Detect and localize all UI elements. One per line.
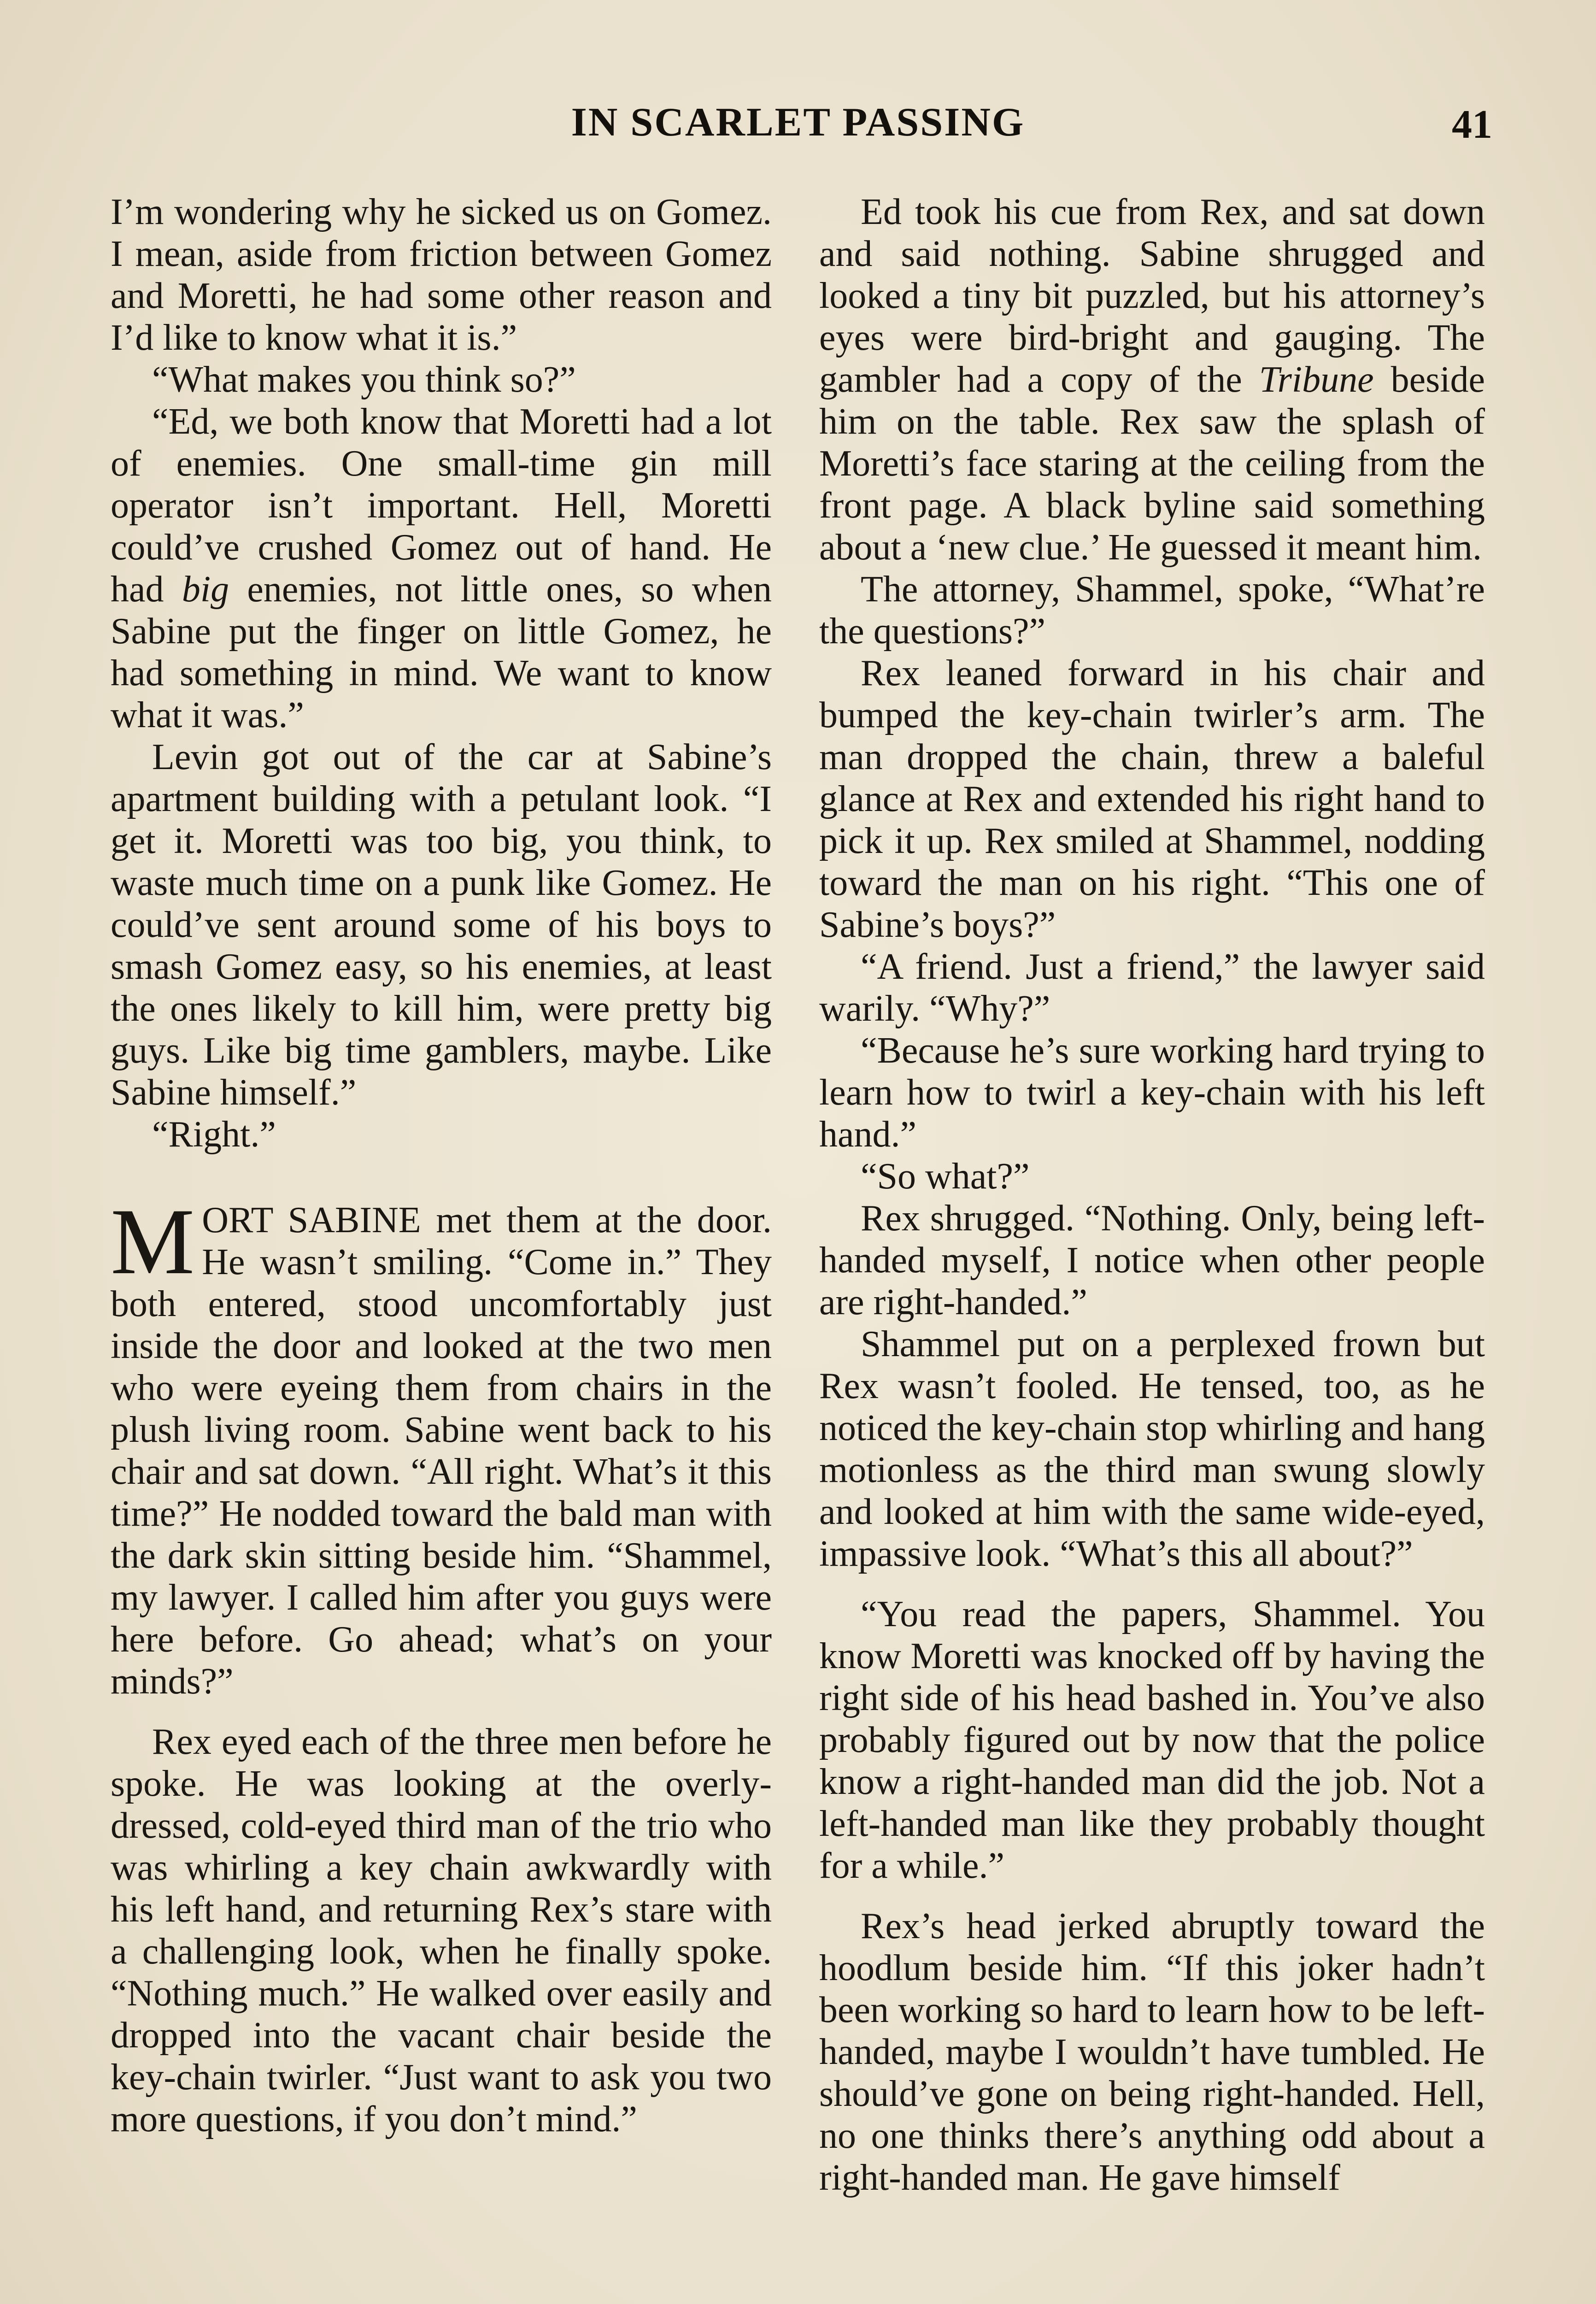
left-text-column xyxy=(111,191,772,2140)
paragraph: Rex’s head jerked abruptly toward the hoodlum beside him. “If this joker hadn’t been working so hard to learn how to be left-handed, maybe I wouldn’t have tumbled. He should’ve gone on being right-handed. Hell, no one thinks there’s anything odd about a right-handed man. He gave himself xyxy=(819,1906,1485,2198)
drop-cap: M xyxy=(111,1189,195,1294)
paragraph: “A friend. Just a friend,” the lawyer said warily. “Why?” xyxy=(819,946,1485,1029)
paragraph: “Because he’s sure working hard trying to learn how to twirl a key-chain with his left hand.” xyxy=(819,1030,1485,1155)
text-run: beside him on the table. Rex saw the splash of Moretti’s face staring at the ceiling from the front page. A black byline said something about a ‘new clue.’ He guessed it meant him. xyxy=(819,359,1485,568)
text-run: enemies, not little ones, so when Sabine put the finger on little Gomez, he had something in mind. We want to know what it was.” xyxy=(111,569,772,735)
text-run: “Ed, we both know that Moretti had a lot of enemies. One small-time gin mill operator isn’t important. Hell, Moretti could’ve crushed Gomez out of hand. He had xyxy=(111,401,772,610)
text-run: Ed took his cue from Rex, and sat down and said nothing. Sabine shrugged and looked a tiny bit puzzled, but his attorney’s eyes were bird-bright and gauging. The gambler had a copy of the xyxy=(819,192,1485,400)
paragraph: The attorney, Shammel, spoke, “What’re the questions?” xyxy=(819,569,1485,652)
running-header-title: IN SCARLET PASSING xyxy=(571,100,1025,145)
paragraph: “You read the papers, Shammel. You know Moretti was knocked off by having the right side of his head bashed in. You’ve also probably figured out by now that the police know a right-handed man did the job. Not a left-handed man like they probably thought for a while.” xyxy=(819,1594,1485,1886)
paragraph: Rex leaned forward in his chair and bumped the key-chain twirler’s arm. The man dropped the chain, threw a baleful glance at Rex and extended his right hand to pick it up. Rex smiled at Shammel, nodding toward the man on his right. “This one of Sabine’s boys?” xyxy=(819,653,1485,945)
italic-word: Tribune xyxy=(1259,359,1374,400)
section-opening-paragraph xyxy=(111,1189,772,1703)
paragraph: Rex shrugged. “Nothing. Only, being left-handed myself, I notice when other people are right-handed.” xyxy=(819,1198,1485,1322)
paragraph: “So what?” xyxy=(861,1156,1030,1197)
paragraph: “Right.” xyxy=(152,1114,276,1155)
paragraph xyxy=(819,191,1485,569)
paragraph: I’m wondering why he sicked us on Gomez. I mean, aside from friction between Gomez and Moretti, he had some other reason and I’d like to know what it is.” xyxy=(111,192,772,358)
page-number: 41 xyxy=(1452,102,1492,147)
paragraph: Shammel put on a perplexed frown but Rex wasn’t fooled. He tensed, too, as he noticed the key-chain stop whirling and hang motionless as the third man swung slowly and looked at him with the same wide-eyed, impassive look. “What’s this all about?” xyxy=(819,1324,1485,1574)
paragraph: Rex eyed each of the three men before he spoke. He was looking at the overly-dressed, cold-eyed third man of the trio who was whirling a key chain awkwardly with his left hand, and returning Rex’s stare with a challenging look, when he finally spoke. “Nothing much.” He walked over easily and dropped into the vacant chair beside the key-chain twirler. “Just want to ask you two more questions, if you don’t mind.” xyxy=(111,1722,772,2139)
right-text-column xyxy=(819,191,1485,2199)
paragraph xyxy=(111,401,772,736)
italic-word: big xyxy=(182,569,229,610)
paragraph: “What makes you think so?” xyxy=(152,359,576,400)
text-run: ORT SABINE met them at the door. He wasn’t smiling. “Come in.” They both entered, stood uncomfortably just inside the door and looked at the two men who were eyeing them from chairs in the plush living room. Sabine went back to his chair and sat down. “All right. What’s it this time?” He nodded toward the bald man with the dark skin sitting beside him. “Shammel, my lawyer. I called him after you guys were here before. Go ahead; what’s on your minds?” xyxy=(111,1200,772,1702)
paragraph: Levin got out of the car at Sabine’s apartment building with a petulant look. “I get it. Moretti was too big, you think, to waste much time on a punk like Gomez. He could’ve sent around some of his boys to smash Gomez easy, so his enemies, at least the ones likely to kill him, were pretty big guys. Like big time gamblers, maybe. Like Sabine himself.” xyxy=(111,737,772,1113)
